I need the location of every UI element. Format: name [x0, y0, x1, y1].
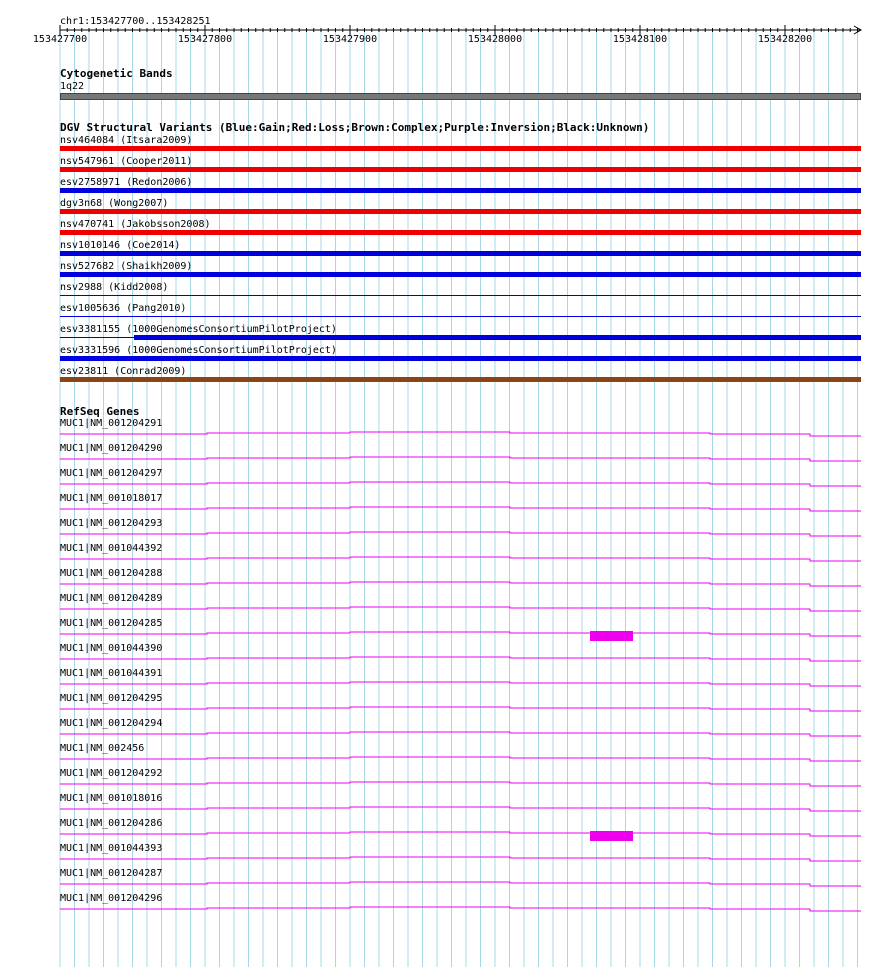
dgv-variant-bar[interactable] — [60, 230, 861, 235]
dgv-variant-bar[interactable] — [60, 295, 861, 296]
dgv-variant-bar[interactable] — [60, 356, 861, 361]
refseq-transcript-label[interactable]: MUC1|NM_001204289 — [60, 593, 163, 604]
refseq-transcript-line[interactable] — [60, 530, 861, 542]
refseq-transcript-line[interactable] — [60, 555, 861, 567]
refseq-exon-block[interactable] — [590, 631, 633, 641]
refseq-track-title[interactable]: RefSeq Genes — [60, 405, 140, 418]
dgv-variant-bar[interactable] — [60, 377, 861, 382]
dgv-variant-label[interactable]: esv3331596 (1000GenomesConsortiumPilotProject) — [60, 345, 337, 356]
refseq-transcript-line[interactable] — [60, 680, 861, 692]
ruler-axis — [0, 25, 890, 35]
refseq-transcript-label[interactable]: MUC1|NM_001204292 — [60, 768, 163, 779]
cytoband-label: 1q22 — [60, 81, 85, 92]
refseq-transcript-label[interactable]: MUC1|NM_001204293 — [60, 518, 163, 529]
refseq-transcript-label[interactable]: MUC1|NM_001204296 — [60, 893, 163, 904]
refseq-transcript-label[interactable]: MUC1|NM_001204287 — [60, 868, 163, 879]
refseq-transcript-line[interactable] — [60, 630, 861, 642]
refseq-transcript-label[interactable]: MUC1|NM_001044391 — [60, 668, 163, 679]
ruler-tick-label: 153428100 — [612, 34, 668, 45]
dgv-variant-label[interactable]: nsv470741 (Jakobsson2008) — [60, 219, 211, 230]
refseq-exon-block[interactable] — [590, 831, 633, 841]
refseq-transcript-line[interactable] — [60, 880, 861, 892]
refseq-transcript-line[interactable] — [60, 730, 861, 742]
dgv-variant-label[interactable]: nsv2988 (Kidd2008) — [60, 282, 169, 293]
ruler-tick-label: 153427700 — [32, 34, 88, 45]
dgv-variant-bar[interactable] — [134, 335, 861, 340]
refseq-transcript-line[interactable] — [60, 430, 861, 442]
refseq-transcript-label[interactable]: MUC1|NM_001018017 — [60, 493, 163, 504]
refseq-transcript-label[interactable]: MUC1|NM_001204288 — [60, 568, 163, 579]
refseq-transcript-line[interactable] — [60, 455, 861, 467]
refseq-transcript-line[interactable] — [60, 605, 861, 617]
dgv-variant-label[interactable]: nsv1010146 (Coe2014) — [60, 240, 181, 251]
refseq-transcript-label[interactable]: MUC1|NM_001204285 — [60, 618, 163, 629]
refseq-transcript-label[interactable]: MUC1|NM_001204295 — [60, 693, 163, 704]
dgv-variant-bar[interactable] — [60, 272, 861, 277]
refseq-transcript-label[interactable]: MUC1|NM_001204291 — [60, 418, 163, 429]
refseq-transcript-label[interactable]: MUC1|NM_001044393 — [60, 843, 163, 854]
refseq-transcript-line[interactable] — [60, 905, 861, 917]
refseq-transcript-label[interactable]: MUC1|NM_001204297 — [60, 468, 163, 479]
dgv-variant-label[interactable]: nsv464084 (Itsara2009) — [60, 135, 193, 146]
refseq-transcript-line[interactable] — [60, 655, 861, 667]
refseq-transcript-label[interactable]: MUC1|NM_002456 — [60, 743, 145, 754]
cytoband-track-title[interactable]: Cytogenetic Bands — [60, 67, 173, 80]
refseq-transcript-line[interactable] — [60, 830, 861, 842]
refseq-transcript-label[interactable]: MUC1|NM_001044390 — [60, 643, 163, 654]
ruler-tick-label: 153427900 — [322, 34, 378, 45]
refseq-transcript-label[interactable]: MUC1|NM_001018016 — [60, 793, 163, 804]
refseq-transcript-label[interactable]: MUC1|NM_001044392 — [60, 543, 163, 554]
refseq-transcript-line[interactable] — [60, 855, 861, 867]
cytoband-bar[interactable] — [60, 93, 861, 100]
dgv-variant-label[interactable]: nsv527682 (Shaikh2009) — [60, 261, 193, 272]
dgv-variant-label[interactable]: esv1005636 (Pang2010) — [60, 303, 187, 314]
dgv-variant-bar[interactable] — [60, 167, 861, 172]
refseq-transcript-line[interactable] — [60, 755, 861, 767]
dgv-variant-label[interactable]: esv3381155 (1000GenomesConsortiumPilotProject) — [60, 324, 337, 335]
refseq-transcript-line[interactable] — [60, 505, 861, 517]
ruler-range-label: chr1:153427700..153428251 — [60, 16, 211, 27]
dgv-variant-label[interactable]: esv2758971 (Redon2006) — [60, 177, 193, 188]
refseq-transcript-label[interactable]: MUC1|NM_001204290 — [60, 443, 163, 454]
refseq-transcript-label[interactable]: MUC1|NM_001204286 — [60, 818, 163, 829]
dgv-variant-bar[interactable] — [60, 251, 861, 256]
dgv-variant-label[interactable]: dgv3n68 (Wong2007) — [60, 198, 169, 209]
dgv-variant-bar[interactable] — [60, 209, 861, 214]
refseq-transcript-label[interactable]: MUC1|NM_001204294 — [60, 718, 163, 729]
refseq-transcript-line[interactable] — [60, 805, 861, 817]
dgv-variant-bar[interactable] — [60, 316, 861, 317]
ruler-tick-label: 153428000 — [467, 34, 523, 45]
dgv-variant-bar[interactable] — [60, 188, 861, 193]
dgv-track-title[interactable]: DGV Structural Variants (Blue:Gain;Red:Loss;Brown:Complex;Purple:Inversion;Black:Unknown) — [60, 121, 650, 134]
refseq-transcript-line[interactable] — [60, 705, 861, 717]
refseq-transcript-line[interactable] — [60, 780, 861, 792]
dgv-variant-label[interactable]: esv23811 (Conrad2009) — [60, 366, 187, 377]
dgv-variant-label[interactable]: nsv547961 (Cooper2011) — [60, 156, 193, 167]
refseq-transcript-line[interactable] — [60, 480, 861, 492]
dgv-variant-bar-thin[interactable] — [60, 337, 134, 338]
ruler-tick-label: 153428200 — [757, 34, 813, 45]
dgv-variant-bar[interactable] — [60, 146, 861, 151]
ruler-tick-label: 153427800 — [177, 34, 233, 45]
refseq-transcript-line[interactable] — [60, 580, 861, 592]
